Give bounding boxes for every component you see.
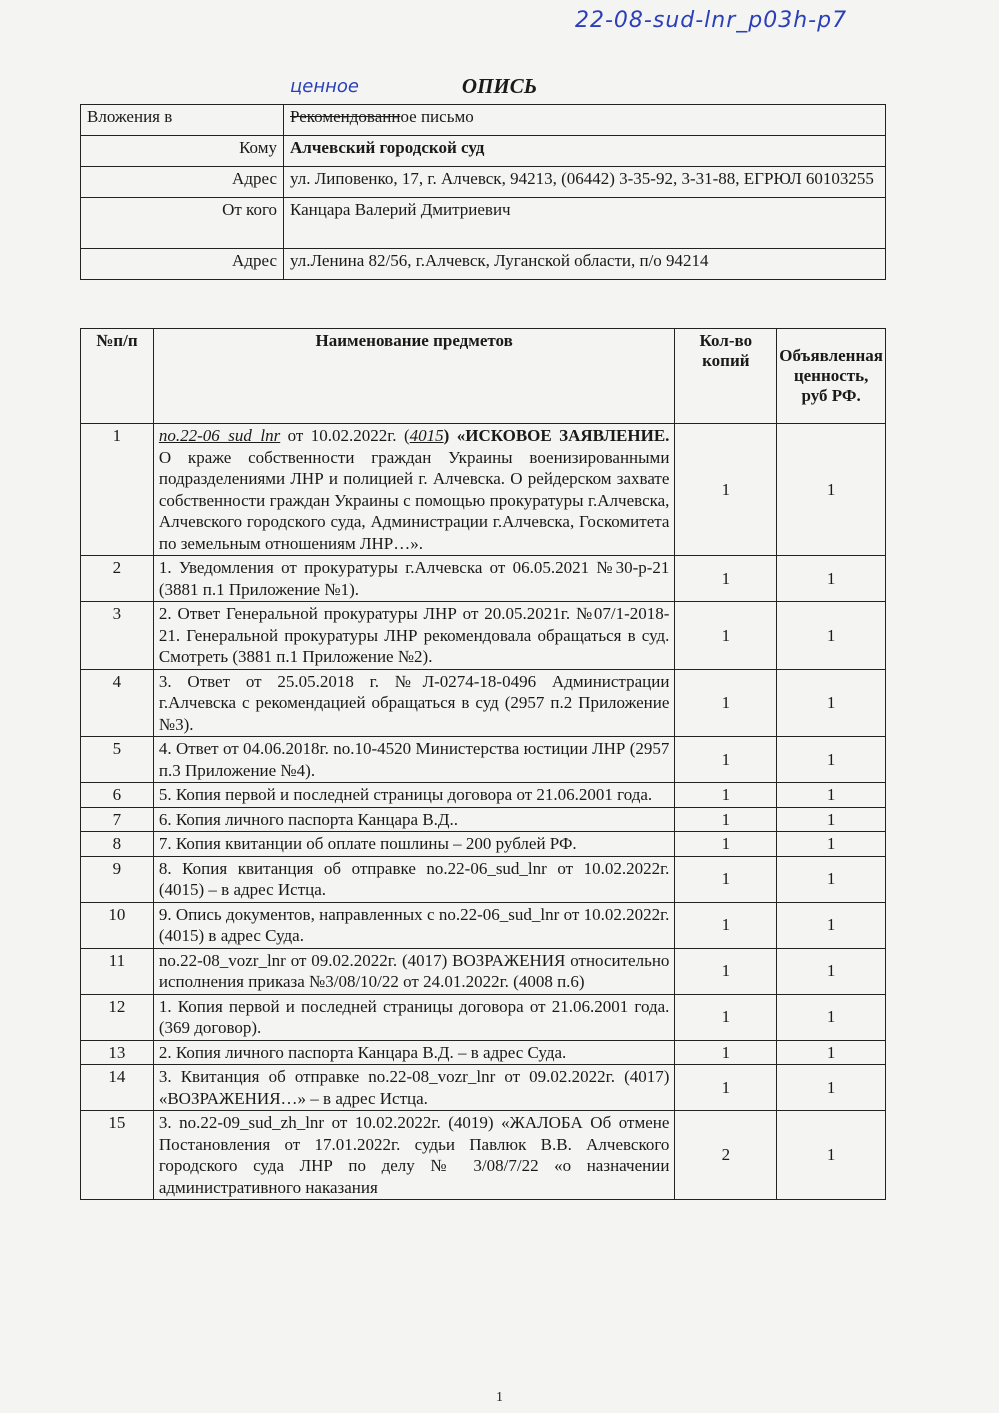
row-value: 1 <box>777 856 886 902</box>
row-description: 3. Ответ от 25.05.2018 г. №Л-0274-18-0496 Администрации г.Алчевска с рекомендацией обращаться в суд (2957 п.2 Приложение №3). <box>153 669 675 737</box>
row-number: 13 <box>81 1040 154 1065</box>
row-number: 15 <box>81 1111 154 1200</box>
items-table <box>80 328 886 1200</box>
row-number: 3 <box>81 602 154 670</box>
row-copies: 2 <box>675 1111 777 1200</box>
row-copies: 1 <box>675 832 777 857</box>
row-number: 5 <box>81 737 154 783</box>
row-description: 3. no.22-09_sud_zh_lnr от 10.02.2022г. (4019) «ЖАЛОБА Об отмене Постановления от 17.01.2022г. судьи Павлюк В.В. Алчевского городского суда ЛНР по делу № 3/08/7/22 «о назначении административного наказания <box>153 1111 675 1200</box>
table-row <box>81 669 886 737</box>
row-copies: 1 <box>675 994 777 1040</box>
table-row <box>81 424 886 556</box>
header-value: Канцара Валерий Дмитриевич <box>284 198 886 249</box>
row-copies: 1 <box>675 783 777 808</box>
row-copies: 1 <box>675 1065 777 1111</box>
row-value: 1 <box>777 669 886 737</box>
row-copies: 1 <box>675 556 777 602</box>
row-description: no.22-08_vozr_lnr от 09.02.2022г. (4017) ВОЗРАЖЕНИЯ относительно исполнения приказа №3/08/10/22 от 24.01.2022г. (4008 п.6) <box>153 948 675 994</box>
header-row <box>81 105 886 136</box>
row-copies: 1 <box>675 807 777 832</box>
handwritten-note: ценное <box>290 76 359 97</box>
table-row <box>81 1111 886 1200</box>
row-value: 1 <box>777 948 886 994</box>
header-label: Адрес <box>81 167 284 198</box>
row-description: 8. Копия квитанция об отправке no.22-06_sud_lnr от 10.02.2022г. (4015) – в адрес Истца. <box>153 856 675 902</box>
row-description: 7. Копия квитанции об оплате пошлины – 200 рублей РФ. <box>153 832 675 857</box>
row-value: 1 <box>777 737 886 783</box>
row-copies: 1 <box>675 737 777 783</box>
header-row <box>81 249 886 280</box>
table-header-row <box>81 329 886 424</box>
table-row <box>81 832 886 857</box>
column-header: №п/п <box>81 329 154 424</box>
header-value: Алчевский городской суд <box>284 136 886 167</box>
row-description: 2. Копия личного паспорта Канцара В.Д. – в адрес Суда. <box>153 1040 675 1065</box>
header-row <box>81 136 886 167</box>
row-copies: 1 <box>675 669 777 737</box>
row-copies: 1 <box>675 1040 777 1065</box>
row-value: 1 <box>777 783 886 808</box>
row-copies: 1 <box>675 856 777 902</box>
struck-text: Рекомендованн <box>290 107 401 126</box>
table-row <box>81 783 886 808</box>
row-value: 1 <box>777 902 886 948</box>
header-row <box>81 198 886 249</box>
header-value-rest: ое письмо <box>400 107 474 126</box>
table-row <box>81 1065 886 1111</box>
row-copies: 1 <box>675 424 777 556</box>
row-description: 1. Копия первой и последней страницы договора от 21.06.2001 года. (369 договор). <box>153 994 675 1040</box>
row-number: 2 <box>81 556 154 602</box>
row-value: 1 <box>777 994 886 1040</box>
row-description: 1. Уведомления от прокуратуры г.Алчевска от 06.05.2021 №30-р-21 (3881 п.1 Приложение №1). <box>153 556 675 602</box>
column-header: Объявленная ценность, руб РФ. <box>777 329 886 424</box>
bold-part: ) «ИСКОВОЕ ЗАЯВЛЕНИЕ. <box>443 426 670 445</box>
table-row <box>81 856 886 902</box>
table-row <box>81 948 886 994</box>
table-row <box>81 807 886 832</box>
row-description: 4. Ответ от 04.06.2018г. no.10-4520 Министерства юстиции ЛНР (2957 п.3 Приложение №4). <box>153 737 675 783</box>
row-description: 9. Опись документов, направленных с no.22-06_sud_lnr от 10.02.2022г. (4015) в адрес Суда. <box>153 902 675 948</box>
row-description: 5. Копия первой и последней страницы договора от 21.06.2001 года. <box>153 783 675 808</box>
row-number: 9 <box>81 856 154 902</box>
row-copies: 1 <box>675 902 777 948</box>
text-part: от 10.02.2022г. ( <box>280 426 410 445</box>
header-value <box>284 105 886 136</box>
row-description <box>153 424 675 556</box>
ref: 4015 <box>409 426 444 445</box>
row-value: 1 <box>777 1040 886 1065</box>
ref: no.22-06_sud_lnr <box>158 426 281 445</box>
header-label: Адрес <box>81 249 284 280</box>
page-number: 1 <box>496 1390 503 1405</box>
header-row <box>81 167 886 198</box>
table-row <box>81 556 886 602</box>
header-label: Кому <box>81 136 284 167</box>
row-value: 1 <box>777 832 886 857</box>
row-number: 6 <box>81 783 154 808</box>
table-row <box>81 602 886 670</box>
text-part: О краже собственности граждан Украины военизированными подразделениями ЛНР и полицией г. Алчевска. О рейдерском захвате собственности граждан Украины с помощью прокуратуры г.Алчевска, Алчевского городского суда, Администрации г.Алчевска, Госкомитета по земельным отношениям ЛНР…». <box>158 447 670 553</box>
header-label: Вложения в <box>81 105 284 136</box>
row-copies: 1 <box>675 948 777 994</box>
row-number: 7 <box>81 807 154 832</box>
row-number: 14 <box>81 1065 154 1111</box>
table-row <box>81 1040 886 1065</box>
row-number: 1 <box>81 424 154 556</box>
row-number: 11 <box>81 948 154 994</box>
row-number: 4 <box>81 669 154 737</box>
row-description: 6. Копия личного паспорта Канцара В.Д.. <box>153 807 675 832</box>
header-value: ул. Липовенко, 17, г. Алчевск, 94213, (06442) 3-35-92, 3-31-88, ЕГРЮЛ 60103255 <box>284 167 886 198</box>
row-value: 1 <box>777 807 886 832</box>
row-copies: 1 <box>675 602 777 670</box>
header-label: От кого <box>81 198 284 249</box>
row-number: 8 <box>81 832 154 857</box>
header-value: ул.Ленина 82/56, г.Алчевск, Луганской области, п/о 94214 <box>284 249 886 280</box>
row-value: 1 <box>777 1111 886 1200</box>
column-header: Наименование предметов <box>153 329 675 424</box>
address-table <box>80 104 886 280</box>
row-value: 1 <box>777 1065 886 1111</box>
page-title: ОПИСЬ <box>461 74 538 98</box>
table-row <box>81 737 886 783</box>
handwritten-code: 22-08-sud-lnr_р03h-р7 <box>575 8 848 33</box>
row-number: 10 <box>81 902 154 948</box>
row-description: 3. Квитанция об отправке no.22-08_vozr_lnr от 09.02.2022г. (4017) «ВОЗРАЖЕНИЯ…» – в адрес Истца. <box>153 1065 675 1111</box>
row-value: 1 <box>777 556 886 602</box>
row-description: 2. Ответ Генеральной прокуратуры ЛНР от 20.05.2021г. №07/1-2018-21. Генеральной прокуратуры ЛНР рекомендовала обращаться в суд. Смотреть (3881 п.1 Приложение №2). <box>153 602 675 670</box>
column-header: Кол-во копий <box>675 329 777 424</box>
table-row <box>81 994 886 1040</box>
row-value: 1 <box>777 424 886 556</box>
table-row <box>81 902 886 948</box>
row-number: 12 <box>81 994 154 1040</box>
row-value: 1 <box>777 602 886 670</box>
